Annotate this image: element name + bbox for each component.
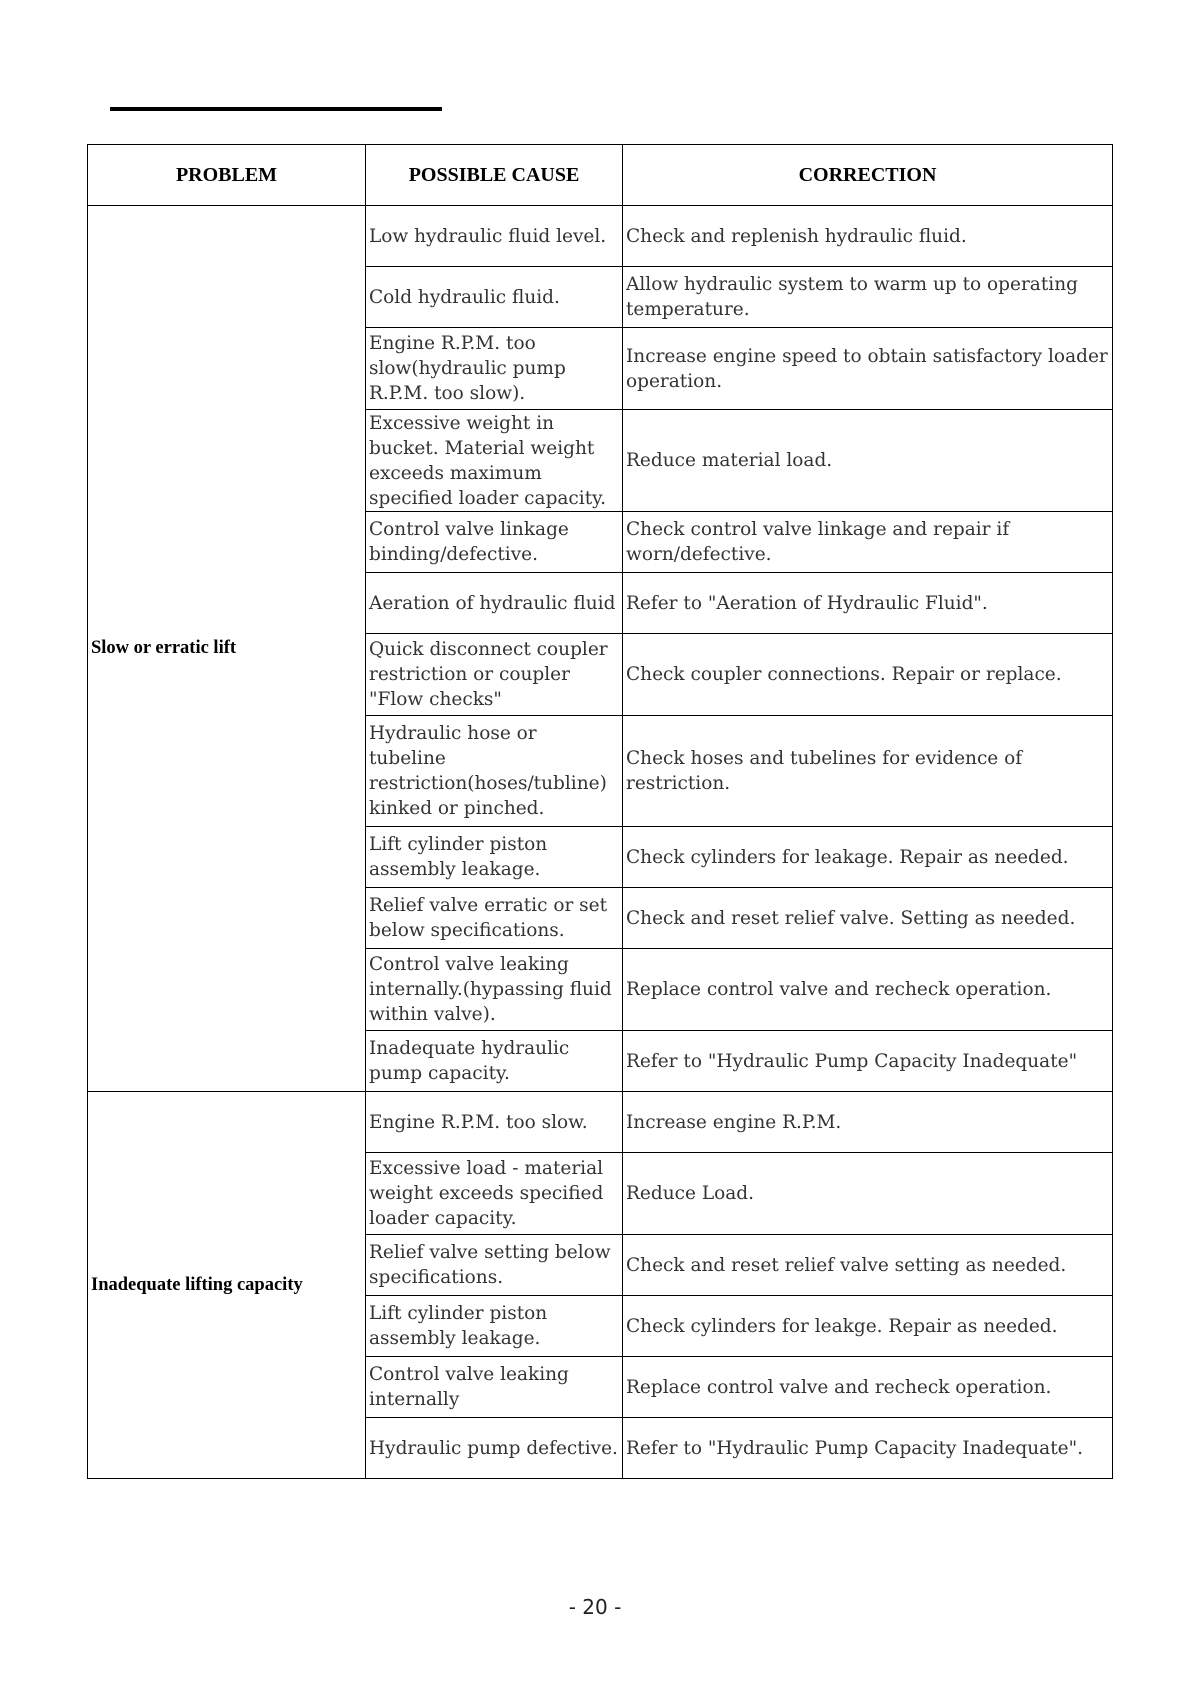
correction-cell: Replace control valve and recheck operation. bbox=[623, 1357, 1113, 1418]
correction-cell: Increase engine speed to obtain satisfactory loader operation. bbox=[623, 328, 1113, 410]
correction-cell: Check coupler connections. Repair or replace. bbox=[623, 634, 1113, 716]
correction-cell: Allow hydraulic system to warm up to operating temperature. bbox=[623, 267, 1113, 328]
correction-cell: Check hoses and tubelines for evidence of restriction. bbox=[623, 716, 1113, 827]
correction-cell: Reduce material load. bbox=[623, 410, 1113, 512]
cause-cell: Control valve leaking internally bbox=[366, 1357, 623, 1418]
problem-inadequate-lifting-capacity: Inadequate lifting capacity bbox=[88, 1092, 366, 1479]
correction-cell: Check and reset relief valve. Setting as needed. bbox=[623, 888, 1113, 949]
table-row bbox=[88, 1092, 1113, 1153]
correction-cell: Replace control valve and recheck operation. bbox=[623, 949, 1113, 1031]
cause-cell: Control valve leaking internally.(hypassing fluid within valve). bbox=[366, 949, 623, 1031]
cause-cell: Aeration of hydraulic fluid bbox=[366, 573, 623, 634]
correction-cell: Check and replenish hydraulic fluid. bbox=[623, 206, 1113, 267]
cause-cell: Relief valve setting below specifications. bbox=[366, 1235, 623, 1296]
page-number: - 20 - bbox=[568, 1595, 622, 1619]
cause-cell: Excessive weight in bucket. Material weight exceeds maximum specified loader capacity. bbox=[366, 410, 623, 512]
correction-cell: Check control valve linkage and repair if worn/defective. bbox=[623, 512, 1113, 573]
correction-cell: Refer to "Hydraulic Pump Capacity Inadequate". bbox=[623, 1418, 1113, 1479]
correction-cell: Check and reset relief valve setting as needed. bbox=[623, 1235, 1113, 1296]
header-rule bbox=[110, 107, 442, 111]
cause-cell: Excessive load - material weight exceeds specified loader capacity. bbox=[366, 1153, 623, 1235]
correction-cell: Refer to "Hydraulic Pump Capacity Inadequate" bbox=[623, 1031, 1113, 1092]
header-correction: CORRECTION bbox=[623, 145, 1113, 206]
cause-cell: Engine R.P.M. too slow(hydraulic pump R.P.M. too slow). bbox=[366, 328, 623, 410]
cause-cell: Inadequate hydraulic pump capacity. bbox=[366, 1031, 623, 1092]
cause-cell: Control valve linkage binding/defective. bbox=[366, 512, 623, 573]
correction-cell: Refer to "Aeration of Hydraulic Fluid". bbox=[623, 573, 1113, 634]
cause-cell: Hydraulic pump defective. bbox=[366, 1418, 623, 1479]
table-row bbox=[88, 206, 1113, 267]
cause-cell: Lift cylinder piston assembly leakage. bbox=[366, 1296, 623, 1357]
problem-slow-erratic-lift: Slow or erratic lift bbox=[88, 206, 366, 1092]
correction-cell: Increase engine R.P.M. bbox=[623, 1092, 1113, 1153]
correction-cell: Check cylinders for leakage. Repair as needed. bbox=[623, 827, 1113, 888]
header-possible-cause: POSSIBLE CAUSE bbox=[366, 145, 623, 206]
header-problem: PROBLEM bbox=[88, 145, 366, 206]
correction-cell: Check cylinders for leakge. Repair as needed. bbox=[623, 1296, 1113, 1357]
cause-cell: Quick disconnect coupler restriction or coupler "Flow checks" bbox=[366, 634, 623, 716]
cause-cell: Hydraulic hose or tubeline restriction(hoses/tubline) kinked or pinched. bbox=[366, 716, 623, 827]
cause-cell: Cold hydraulic fluid. bbox=[366, 267, 623, 328]
cause-cell: Lift cylinder piston assembly leakage. bbox=[366, 827, 623, 888]
troubleshooting-table bbox=[87, 144, 1113, 1479]
cause-cell: Engine R.P.M. too slow. bbox=[366, 1092, 623, 1153]
cause-cell: Relief valve erratic or set below specifications. bbox=[366, 888, 623, 949]
cause-cell: Low hydraulic fluid level. bbox=[366, 206, 623, 267]
table-header-row bbox=[88, 145, 1113, 206]
correction-cell: Reduce Load. bbox=[623, 1153, 1113, 1235]
table-body bbox=[88, 206, 1113, 1479]
